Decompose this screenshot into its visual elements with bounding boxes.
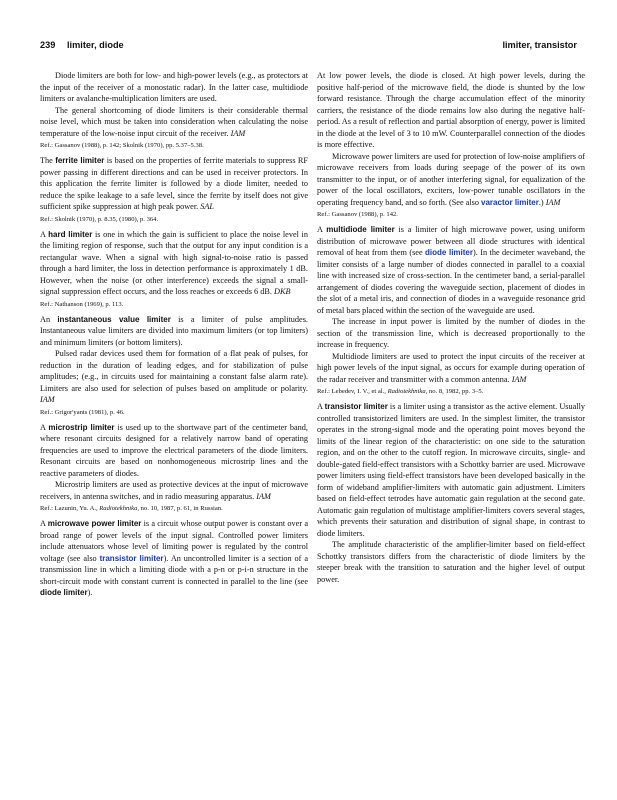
entry-term: hard limiter [48,229,93,239]
entry-term: transistor limiter [324,402,388,411]
reference: Ref.: Skolnik (1970), p. 8.35, (1980), p. 364. [40,215,159,223]
left-running-title: limiter, diode [67,40,124,50]
entry-term: microwave power limiter [47,519,142,528]
entry-term: multidiode limiter [326,225,395,234]
paragraph: Diode limiters are both for low- and high-power levels (e.g., as protectors at the input of the receiver of a monostatic radar). In the latter case, multidiode limiters or avalanche-multiplication limiters are used. [40,71,308,103]
right-column [317,70,585,585]
reference: Ref.: Gassanov (1988), p. 142. [317,211,398,218]
author-initials: IAM [40,395,55,404]
xref-transistor-limiter-link[interactable]: transistor limiter [99,553,164,563]
entry-transistor-limiter: A transistor limiter is a limiter using a transistor as the active element. Usually controlled transistorized limiters are used. In the simplest limiter, the transistor operates in the strong-signal mode and the operating point moves beyond the limits of the linear region of the characteristic: on one side to the saturation region, and on the other to the cutoff region. In microwave circuits, single- and double-gated field-effect transistors with a Schottky barrier are used. Microwave power limiters using field-effect transistors have been developed basically in the form of wideband amplifier-limiters with automatic gain adjustment. Limiters based on field-effect tetrodes have automatic gain regulation at the second gate. Automatic gain regulation of multistage amplifier-limiters covers several stages, which prevents their saturation and distribution of signal shape, in contrast to diode limiters. [317,402,585,538]
entry-ferrite-limiter: The ferrite limiter is based on the properties of ferrite materials to suppress RF power passing in different directions and can be used in receiver protectors. In this application the ferrite limiter is followed by a diode limiter, needed to reduce the spike leakage to a safe level, since the ferrite by itself does not give sufficient spike suppression at high peak power. SAL [40,156,309,211]
reference: Ref.: Grigor'yants (1981), p. 46. [40,408,125,416]
reference: Ref.: Gassanov (1988), p. 142; Skolnik (1970), pp. 5.37–5.38. [40,142,204,149]
paragraph: The amplitude characteristic of the amplifier-limiter based on field-effect Schottky transistors differs from the characteristic of diode limiters by the steeper break with the transition to saturation and the higher level of output power. [317,540,585,584]
paragraph: The increase in input power is limited by the number of diodes in the section of the transmission line, which is decreased proportionally to the increase in frequency. [317,317,585,349]
page-number: 239 [40,40,56,50]
right-running-title: limiter, transistor [502,40,577,50]
author-initials: IAM [545,197,561,207]
bold-reference: diode limiter [40,588,88,597]
author-initials: IAM [230,128,246,138]
reference: Ref.: Nathanson (1969), p. 113. [40,300,124,308]
entry-instantaneous-value-limiter: An instantaneous value limiter is a limiter of pulse amplitudes. Instantaneous value limiters are divided into maximum limiters (or top limiters) and minimum limiters (or bottom limiters). [40,314,308,347]
left-column [40,70,308,599]
paragraph: Microwave power limiters are used for protection of low-noise amplifiers of microwave receivers from loads during seepage of the power of its own transmitter to the input, or of another interfering signal, for equalization of the power of the local oscillators, exciters, low-power tunable oscillators in the operating frequency band, and so forth. (See also varactor limiter.) IAM [317,151,585,207]
author-initials: SAL [200,202,215,211]
paragraph: Pulsed radar devices used them for formation of a flat peak of pulses, for reduction in the duration of leading edges, and for stabilization of pulse amplitudes; (e.g., in circuits used for maintaining a constant false alarm rate). Limiters are also used for selection of pulses based on amplitude or polarity. IAM [40,349,308,404]
xref-diode-limiter-link[interactable]: diode limiter [425,248,473,257]
entry-microstrip-limiter: A microstrip limiter is used up to the shortwave part of the centimeter band, where resonant circuits designed for a relatively narrow band of operating frequencies are used to improve the electrical parameters of the diode limiters. Resonant circuits are based on nonhomogeneous microstrip lines and the reactive parameters of diodes. [40,422,308,478]
entry-term: microstrip limiter [48,422,115,432]
author-initials: IAM [511,374,527,384]
xref-varactor-limiter-link[interactable]: varactor limiter [481,197,539,207]
author-initials: DKB [274,287,291,296]
paragraph: Multidiode limiters are used to protect the input circuits of the receiver at high power levels of the input signal, as occurs for example during operation of the radar receiver and transmitter with a common antenna. IAM [317,351,585,384]
paragraph: Microstrip limiters are used as protective devices at the input of microwave receivers, in antenna switches, and in radio measuring apparatus. IAM [40,480,308,501]
running-header [40,40,577,54]
entry-term: instantaneous value limiter [57,314,171,324]
entry-hard-limiter: A hard limiter is one in which the gain is sufficient to place the noise level in the limiting region of response, such that the output for any input condition is a rectangular wave. When a signal with high signal-to-noise ratio is passed through a hard limiter, the loss in detection performance is approximately 1 dB. However, when the noise (or other interference) exceeds the signal a small-signal suppression effect occurs, and the loss reaches or exceeds 6 dB. DKB [40,229,308,296]
reference: Ref.: Lebedev, I. V., et al., Radiotekhnika, no. 8, 1982, pp. 3–5. [317,388,484,395]
entry-term: ferrite limiter [55,156,105,165]
paragraph: The general shortcoming of diode limiters is their considerable thermal noise level, which must be taken into consideration when calculating the noise temperature of the low-noise input circuit of the receiver. IAM [40,105,308,138]
entry-multidiode-limiter: A multidiode limiter is a limiter of high microwave power, using uniform distribution of microwave power between all diode structures with identical removal of heat from them (see diode limiter). In the decimeter waveband, the limiter consists of a large number of diodes connected in parallel to a coaxial line with increased size of cross-section. In the centimeter band, a serial-parallel arrangement of diodes covering the waveguide section, placement of diodes in the slot of a metal iris, and connection of diodes in a waveguide resonance grid of metal bars placed within the section of the waveguide are used. [317,225,585,315]
entry-microwave-power-limiter: A microwave power limiter is a circuit whose output power is constant over a broad range of power levels of the input signal. Controlled power limiters include attenuators whose level of limiting power is regulated by the control voltage (see also transistor limiter). An uncontrolled limiter is a section of a transmission line in which a limiting diode with a p-n or p-i-n structure in the short-circuit mode with constant current is connected in parallel to the line (see diode limiter). [40,519,308,597]
author-initials: IAM [256,491,271,501]
reference: Ref.: Lazunin, Yu. A., Radiotekhnika, no. 10, 1987, p. 61, in Russian. [40,505,223,512]
paragraph: At low power levels, the diode is closed. At high power levels, during the positive half-period of the microwave field, the diode is shunted by the low forward resistance. Through the charge accumulation effect of the minority carriers, the resistance of the diode remains low also during the negative half-period. As a result of reflection and partial absorption of energy, power is limited in the diode at the level of 3 to 10 mW. Counterparallel connection of the diodes is more effective. [317,71,585,149]
